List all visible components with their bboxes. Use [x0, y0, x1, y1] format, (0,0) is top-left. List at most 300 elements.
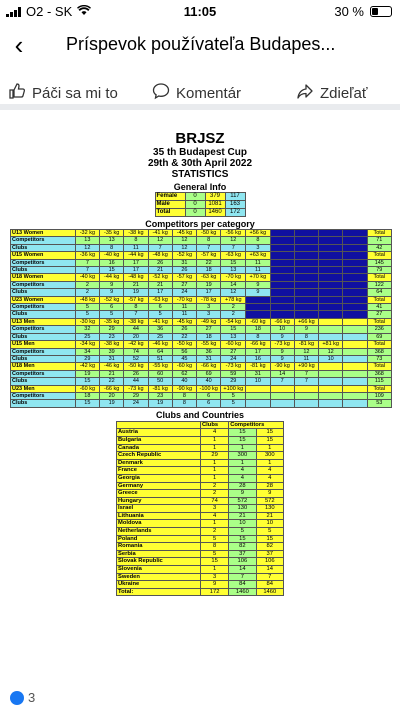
table-row — [11, 341, 392, 348]
table-cell: -100 kg — [197, 385, 221, 392]
table-cell: 56 — [172, 348, 196, 355]
table-cell: 79 — [367, 267, 391, 274]
comment-button[interactable] — [152, 82, 241, 104]
table-cell: Total — [367, 230, 391, 237]
post-header — [0, 30, 400, 62]
row-label: Clubs — [11, 378, 76, 385]
table-cell: 6 — [197, 392, 221, 399]
country-name: Greece — [117, 490, 201, 498]
table-cell: 22 — [100, 378, 124, 385]
table-cell: 1460 — [229, 588, 256, 596]
table-cell: 9 — [270, 355, 294, 362]
table-row — [11, 289, 392, 296]
table-row — [11, 237, 392, 244]
table-row — [117, 474, 284, 482]
table-cell: 7 — [294, 378, 318, 385]
table-cell: Total — [367, 341, 391, 348]
country-name: Czech Republic — [117, 452, 201, 460]
table-cell: 25 — [148, 333, 172, 340]
table-cell — [343, 304, 367, 311]
competitors-per-category-title: Competitors per category — [145, 219, 255, 229]
table-cell — [294, 259, 318, 266]
table-cell — [343, 289, 367, 296]
table-cell: 74 — [201, 497, 229, 505]
table-cell: 27 — [172, 281, 196, 288]
table-cell — [294, 392, 318, 399]
like-button[interactable] — [8, 82, 118, 104]
table-cell: 10 — [256, 520, 283, 528]
table-cell: 106 — [229, 558, 256, 566]
table-cell — [294, 237, 318, 244]
table-cell: -57 kg — [172, 274, 196, 281]
table-cell — [343, 326, 367, 333]
table-cell: 5 — [75, 311, 99, 318]
table-cell: 11 — [246, 259, 270, 266]
table-cell: 172 — [201, 588, 229, 596]
table-cell: 44 — [124, 326, 148, 333]
table-cell — [319, 318, 343, 325]
statistics-document — [10, 130, 390, 596]
country-name: France — [117, 467, 201, 475]
table-row — [11, 281, 392, 288]
table-cell: -90 kg — [270, 363, 294, 370]
table-cell: 15 — [256, 436, 283, 444]
table-cell: 115 — [367, 378, 391, 385]
table-row — [11, 378, 392, 385]
table-cell: 19 — [100, 400, 124, 407]
table-cell — [319, 378, 343, 385]
table-cell: 12 — [294, 348, 318, 355]
table-row — [117, 482, 284, 490]
table-cell: 69 — [197, 370, 221, 377]
doc-subtitle-3: STATISTICS — [171, 169, 229, 180]
table-cell — [294, 385, 318, 392]
like-label: Páči sa mi to — [32, 84, 118, 102]
table-cell — [319, 392, 343, 399]
table-cell: 5 — [221, 400, 246, 407]
table-cell — [343, 378, 367, 385]
table-cell — [319, 281, 343, 288]
table-cell: 40 — [197, 378, 221, 385]
row-label: U15 Women — [11, 252, 76, 259]
table-cell: -40 kg — [100, 252, 124, 259]
table-cell — [294, 274, 318, 281]
table-cell: 15 — [221, 259, 246, 266]
table-cell: Total — [367, 385, 391, 392]
clubs-countries-title: Clubs and Countries — [155, 409, 244, 420]
table-cell: 5 — [201, 535, 229, 543]
table-cell: +56 kg — [246, 230, 270, 237]
table-cell: -63 kg — [197, 274, 221, 281]
table-row — [117, 444, 284, 452]
table-cell — [343, 333, 367, 340]
column-header: Clubs — [201, 421, 229, 429]
table-cell — [270, 296, 294, 303]
table-cell: 8 — [197, 237, 221, 244]
table-cell: 2 — [201, 528, 229, 536]
table-cell: 84 — [229, 581, 256, 589]
table-cell: 18 — [75, 392, 99, 399]
table-cell: 1 — [201, 467, 229, 475]
table-cell: 5 — [201, 550, 229, 558]
table-cell: 9 — [270, 333, 294, 340]
table-cell: 20 — [124, 333, 148, 340]
table-row — [11, 333, 392, 340]
table-cell: 23 — [100, 333, 124, 340]
table-cell — [319, 252, 343, 259]
table-cell: 26 — [172, 267, 196, 274]
country-name: Serbia — [117, 550, 201, 558]
table-cell: 28 — [256, 482, 283, 490]
competitors-table — [10, 229, 392, 408]
table-cell: 1 — [229, 459, 256, 467]
table-header-row — [117, 421, 284, 429]
table-cell: 20 — [100, 392, 124, 399]
table-cell: 1 — [201, 474, 229, 482]
table-cell: -42 kg — [75, 363, 99, 370]
table-cell: 106 — [256, 558, 283, 566]
table-cell — [270, 230, 294, 237]
table-cell: 17 — [124, 267, 148, 274]
table-cell: 15 — [229, 436, 256, 444]
row-label: Clubs — [11, 400, 76, 407]
table-cell: -52 kg — [172, 252, 196, 259]
table-row — [117, 528, 284, 536]
table-cell — [319, 289, 343, 296]
table-cell: 15 — [256, 429, 283, 437]
table-cell — [246, 385, 270, 392]
table-row — [11, 400, 392, 407]
table-row — [11, 385, 392, 392]
table-cell — [343, 252, 367, 259]
table-cell: 122 — [367, 281, 391, 288]
table-cell: 26 — [148, 259, 172, 266]
carrier-name: O2 - SK — [26, 4, 73, 19]
country-name: Romania — [117, 543, 201, 551]
table-cell: 17 — [124, 259, 148, 266]
table-cell: 18 — [197, 267, 221, 274]
table-cell: 25 — [75, 333, 99, 340]
table-cell — [343, 392, 367, 399]
table-cell: -35 kg — [100, 318, 124, 325]
table-row — [117, 436, 284, 444]
table-cell: 10 — [270, 326, 294, 333]
table-cell: 4 — [256, 474, 283, 482]
row-label: Clubs — [11, 333, 76, 340]
table-cell: 572 — [229, 497, 256, 505]
table-cell: 37 — [229, 550, 256, 558]
table-cell — [319, 304, 343, 311]
table-row — [11, 348, 392, 355]
table-cell: 5 — [221, 392, 246, 399]
table-cell: 24 — [221, 355, 246, 362]
table-cell: 5 — [100, 311, 124, 318]
country-name: Denmark — [117, 459, 201, 467]
table-row — [11, 363, 392, 370]
table-cell: -60 kg — [172, 363, 196, 370]
row-label: Male — [155, 201, 185, 209]
table-cell: 5 — [148, 311, 172, 318]
table-row — [11, 244, 392, 251]
country-name: Poland — [117, 535, 201, 543]
table-cell — [294, 289, 318, 296]
table-cell: -73 kg — [270, 341, 294, 348]
table-cell: 12 — [221, 237, 246, 244]
table-cell: 9 — [246, 289, 270, 296]
table-cell: 29 — [100, 326, 124, 333]
table-cell: 52 — [124, 355, 148, 362]
table-cell: 11 — [294, 355, 318, 362]
table-cell: -54 kg — [221, 318, 246, 325]
table-cell: 71 — [367, 237, 391, 244]
table-cell: +90 kg — [294, 363, 318, 370]
table-row — [117, 543, 284, 551]
table-cell: -48 kg — [148, 252, 172, 259]
table-cell: 13 — [75, 237, 99, 244]
table-row — [11, 259, 392, 266]
table-cell — [343, 370, 367, 377]
table-cell: -55 kg — [197, 341, 221, 348]
table-cell: 10 — [246, 378, 270, 385]
table-cell: 60 — [148, 370, 172, 377]
table-cell: 21 — [148, 267, 172, 274]
row-label: Competitors — [11, 348, 76, 355]
row-label: Competitors — [11, 326, 76, 333]
back-arrow-icon[interactable]: ‹ — [14, 30, 24, 60]
table-cell: 34 — [75, 348, 99, 355]
table-cell: 14 — [270, 370, 294, 377]
table-cell — [294, 400, 318, 407]
table-cell: -60 kg — [75, 385, 99, 392]
table-cell — [343, 244, 367, 251]
table-cell — [319, 326, 343, 333]
table-cell: 7 — [75, 259, 99, 266]
like-reaction-icon — [10, 691, 24, 705]
table-cell: 29 — [201, 452, 229, 460]
table-row — [117, 459, 284, 467]
table-cell — [319, 267, 343, 274]
table-cell: Total — [367, 274, 391, 281]
table-cell: 31 — [246, 370, 270, 377]
table-cell: 8 — [172, 392, 196, 399]
table-cell: 26 — [124, 370, 148, 377]
table-cell: 21 — [229, 512, 256, 520]
table-cell — [246, 304, 270, 311]
table-cell: 9 — [229, 490, 256, 498]
table-row — [117, 467, 284, 475]
table-cell: 29 — [124, 392, 148, 399]
table-cell: 12 — [172, 237, 196, 244]
table-cell: 1460 — [256, 588, 283, 596]
table-cell: 2 — [201, 482, 229, 490]
table-cell — [270, 267, 294, 274]
table-row — [117, 550, 284, 558]
table-row — [117, 581, 284, 589]
table-cell: 11 — [172, 304, 196, 311]
table-cell: -66 kg — [197, 363, 221, 370]
table-cell: 18 — [197, 333, 221, 340]
country-name: Austria — [117, 429, 201, 437]
table-cell: 7 — [270, 378, 294, 385]
table-cell — [294, 230, 318, 237]
table-cell: 28 — [229, 482, 256, 490]
table-cell: 82 — [229, 543, 256, 551]
table-cell — [270, 304, 294, 311]
table-cell: 3 — [197, 304, 221, 311]
table-cell: 21 — [100, 370, 124, 377]
table-row — [11, 326, 392, 333]
country-name: Slovak Republic — [117, 558, 201, 566]
table-cell: 14 — [221, 281, 246, 288]
table-cell — [319, 274, 343, 281]
table-cell: -66 kg — [246, 341, 270, 348]
table-cell — [270, 311, 294, 318]
table-cell: +81 kg — [319, 341, 343, 348]
table-row — [117, 512, 284, 520]
table-cell: -41 kg — [148, 318, 172, 325]
table-cell: -30 kg — [75, 318, 99, 325]
table-row — [117, 452, 284, 460]
table-cell: -57 kg — [124, 296, 148, 303]
country-name: Slovenia — [117, 566, 201, 574]
table-cell: 12 — [148, 237, 172, 244]
table-cell: 64 — [367, 289, 391, 296]
table-cell: -63 kg — [221, 252, 246, 259]
table-cell — [343, 348, 367, 355]
table-cell: 19 — [75, 370, 99, 377]
country-name: Moldova — [117, 520, 201, 528]
table-cell — [246, 392, 270, 399]
table-cell: 8 — [246, 237, 270, 244]
table-cell: -44 kg — [124, 252, 148, 259]
table-cell: 9 — [201, 581, 229, 589]
table-cell: -70 kg — [221, 274, 246, 281]
table-cell: 0 — [185, 193, 205, 201]
table-cell — [294, 244, 318, 251]
table-row — [155, 193, 245, 201]
table-cell: 18 — [246, 326, 270, 333]
share-button[interactable] — [296, 82, 368, 104]
table-cell — [343, 267, 367, 274]
table-cell: +100 kg — [221, 385, 246, 392]
table-cell: 16 — [100, 259, 124, 266]
table-cell: 24 — [124, 400, 148, 407]
table-cell: -32 kg — [75, 230, 99, 237]
table-cell: 10 — [319, 355, 343, 362]
table-row — [117, 520, 284, 528]
table-cell — [294, 311, 318, 318]
table-cell: -50 kg — [197, 230, 221, 237]
table-cell — [270, 237, 294, 244]
table-cell: 14 — [229, 566, 256, 574]
table-cell: 3 — [197, 311, 221, 318]
table-cell: 4 — [201, 512, 229, 520]
table-cell: 53 — [367, 400, 391, 407]
table-cell — [294, 252, 318, 259]
table-cell: 4 — [229, 467, 256, 475]
table-row — [155, 209, 245, 217]
table-cell: 39 — [100, 348, 124, 355]
row-label: Clubs — [11, 355, 76, 362]
table-row — [117, 558, 284, 566]
table-cell: 1 — [229, 444, 256, 452]
table-cell: 8 — [294, 333, 318, 340]
table-cell: 0 — [185, 209, 205, 217]
table-cell: 23 — [148, 392, 172, 399]
reactions-bar[interactable] — [10, 690, 35, 705]
table-cell: 3 — [201, 505, 229, 513]
table-cell: 109 — [367, 392, 391, 399]
row-label: U13 Women — [11, 230, 76, 237]
table-cell: 2 — [201, 490, 229, 498]
country-name: Hungary — [117, 497, 201, 505]
table-cell: 21 — [256, 512, 283, 520]
table-row — [117, 497, 284, 505]
table-cell: Total — [367, 363, 391, 370]
table-row — [117, 429, 284, 437]
general-info-table — [155, 192, 246, 217]
table-cell — [343, 274, 367, 281]
table-cell: 19 — [124, 289, 148, 296]
table-cell: -45 kg — [172, 318, 196, 325]
table-cell — [294, 304, 318, 311]
table-cell: 44 — [124, 378, 148, 385]
table-cell: 29 — [221, 378, 246, 385]
table-row — [117, 490, 284, 498]
doc-subtitle-2: 29th & 30th April 2022 — [147, 158, 253, 169]
column-header — [117, 421, 201, 429]
table-cell: 1 — [201, 436, 229, 444]
table-cell: 117 — [225, 193, 245, 201]
table-cell: -52 kg — [100, 296, 124, 303]
table-row — [155, 201, 245, 209]
table-cell: 27 — [197, 326, 221, 333]
table-cell: 15 — [256, 535, 283, 543]
table-cell: 8 — [124, 304, 148, 311]
table-cell: 51 — [148, 355, 172, 362]
row-label: Clubs — [11, 244, 76, 251]
table-cell — [319, 237, 343, 244]
thumbs-up-icon — [8, 82, 26, 104]
table-cell: -50 kg — [124, 363, 148, 370]
row-label: U23 Women — [11, 296, 76, 303]
table-cell: 1 — [201, 520, 229, 528]
post-image[interactable] — [0, 118, 400, 688]
table-cell: -63 kg — [148, 296, 172, 303]
table-cell: 50 — [148, 378, 172, 385]
table-cell: 9 — [294, 326, 318, 333]
table-cell: 31 — [172, 259, 196, 266]
table-cell: -60 kg — [221, 341, 246, 348]
table-cell: +70 kg — [246, 274, 270, 281]
table-cell: -73 kg — [221, 363, 246, 370]
table-cell — [343, 385, 367, 392]
table-cell: 31 — [197, 355, 221, 362]
table-cell: -57 kg — [197, 252, 221, 259]
page-title: Príspevok používateľa Budapes... — [66, 34, 336, 54]
comment-bubble-icon — [152, 82, 170, 104]
table-cell — [270, 385, 294, 392]
table-cell: 22 — [197, 259, 221, 266]
table-cell: 41 — [367, 304, 391, 311]
table-cell: 7 — [256, 573, 283, 581]
table-cell — [319, 230, 343, 237]
table-cell — [343, 281, 367, 288]
table-cell: -81 kg — [246, 363, 270, 370]
table-cell: 12 — [172, 244, 196, 251]
table-cell: -36 kg — [75, 252, 99, 259]
row-label: U15 Men — [11, 341, 76, 348]
